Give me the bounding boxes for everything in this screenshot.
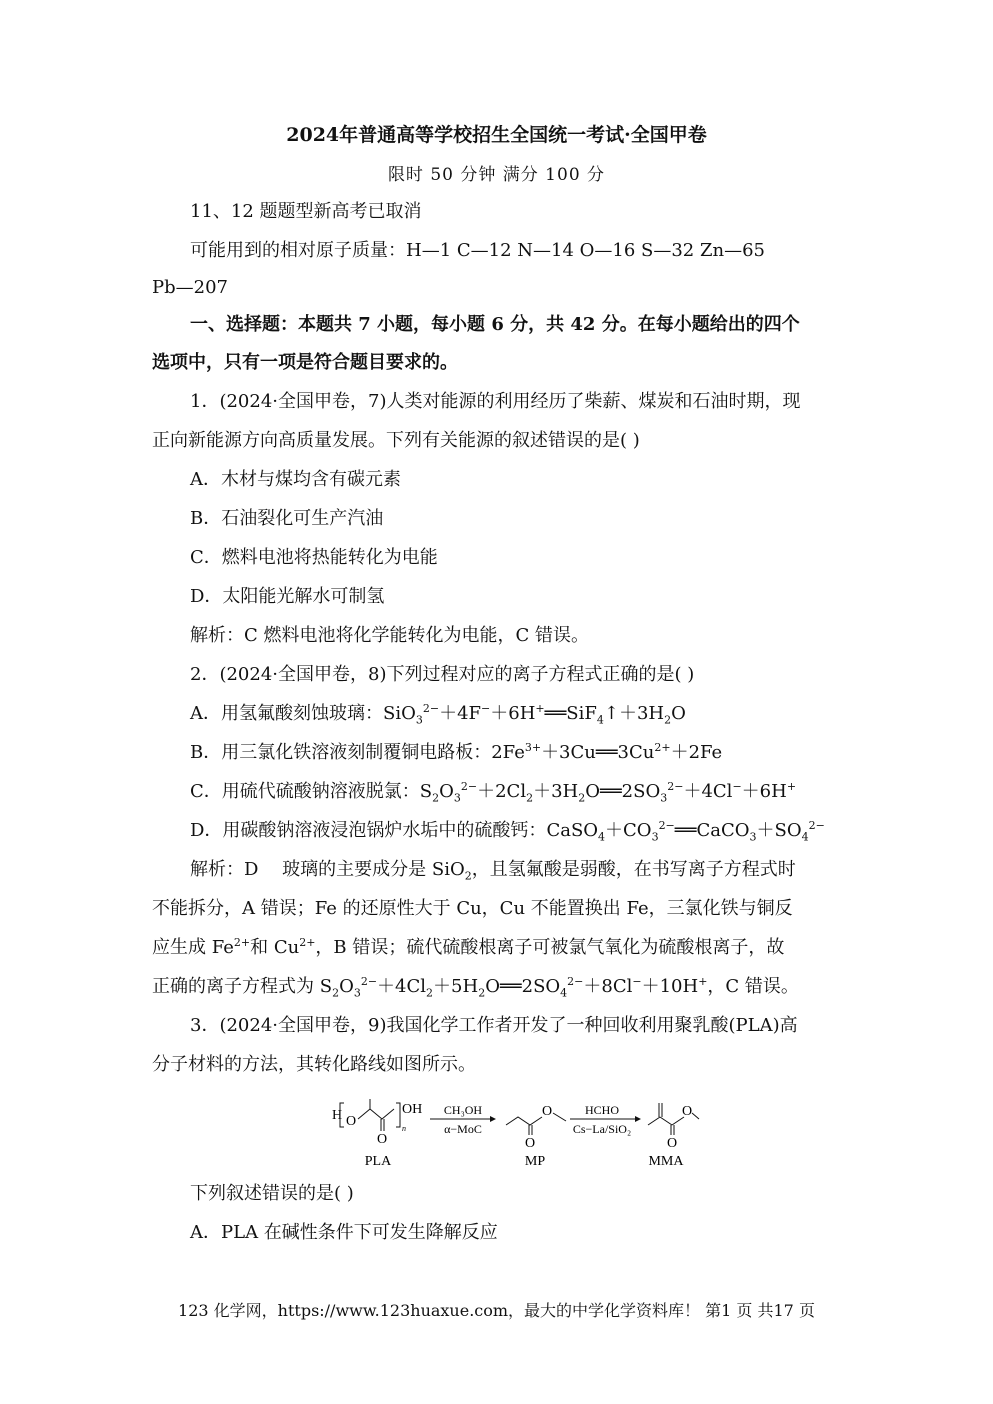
mma-carbonyl-o: O xyxy=(667,1136,678,1151)
mp-ester-o: O xyxy=(542,1104,553,1119)
q2-option-a-label: A．用氢氟酸刻蚀玻璃： xyxy=(190,703,383,724)
mma-bond-1 xyxy=(648,1117,660,1125)
q2-analysis-label: 解析：D xyxy=(190,859,259,880)
reagent-2-top: HCHO xyxy=(584,1103,620,1117)
label-pla: PLA xyxy=(364,1154,392,1169)
pla-h-atom: H xyxy=(332,1108,343,1123)
mma-bond-2 xyxy=(660,1117,672,1125)
q1-stem-line-1: 1．(2024·全国甲卷，7)人类对能源的利用经历了柴薪、煤炭和石油时期，现 xyxy=(190,391,801,412)
q2-option-c: C．用硫代硫酸钠溶液脱氯：$S_2O_3^{2-}+2Cl_2+3H_2O══2SO_3^{2-}+4Cl^-+6H^+$ xyxy=(190,780,797,805)
reagent-1-bottom: α−MoC xyxy=(444,1122,482,1136)
q1-option-b: B．石油裂化可生产汽油 xyxy=(190,508,384,529)
note-line: 11、12 题题型新高考已取消 xyxy=(190,201,422,222)
atomic-mass-line-1: 可能用到的相对原子质量：H—1 C—12 N—14 O—16 S—32 Zn—65 xyxy=(190,240,765,261)
reagent-2-bottom: Cs−La/SiO₂ xyxy=(572,1122,632,1136)
q2-option-d: D．用碳酸钠溶液浸泡锅炉水垢中的硫酸钙：$CaSO_4+CO_3^{2-}══CaCO_3+SO_4^{2-}$ xyxy=(190,819,825,844)
mma-methyl-bond xyxy=(692,1113,699,1119)
q3-stem-line-1: 3．(2024·全国甲卷，9)我国化学工作者开发了一种回收利用聚乳酸(PLA)高 xyxy=(190,1015,798,1036)
q2-analysis-line-3: 应生成 $Fe^{2+}$和 $Cu^{2+}$，B 错误；硫代硫酸根离子可被氯气氧化为硫酸根离子，故 xyxy=(152,936,785,958)
q1-analysis: 解析：C 燃料电池将化学能转化为电能，C 错误。 xyxy=(190,625,589,646)
label-mp: MP xyxy=(524,1154,546,1169)
q1-option-c: C．燃料电池将热能转化为电能 xyxy=(190,547,438,568)
pla-bracket-right xyxy=(396,1103,400,1127)
label-mma: MMA xyxy=(648,1154,684,1169)
q2-analysis-line-2: 不能拆分，A 错误；Fe 的还原性大于 Cu，Cu 不能置换出 Fe，三氯化铁与铜反 xyxy=(152,898,793,919)
q2-option-c-label: C．用硫代硫酸钠溶液脱氯： xyxy=(190,781,420,802)
pla-o-atom: O xyxy=(346,1114,357,1129)
page-footer: 123 化学网，https://www.123huaxue.com，最大的中学化学资料库！ 第1 页 共17 页 xyxy=(178,1301,815,1320)
arrow-1-head xyxy=(490,1116,496,1122)
mp-carbonyl-o: O xyxy=(525,1136,536,1151)
q2-analysis-line-1: 解析：D 玻璃的主要成分是 SiO$_2$，且氢氟酸是弱酸，在书写离子方程式时 xyxy=(190,859,796,883)
atomic-mass-line-2: Pb—207 xyxy=(152,277,228,298)
exam-subtitle: 限时 50 分钟 满分 100 分 xyxy=(387,165,606,185)
pla-chain-bonds xyxy=(358,1109,394,1119)
pla-n-subscript: n xyxy=(402,1124,406,1133)
mp-methyl-bond xyxy=(553,1113,566,1121)
q2-option-d-label: D．用碳酸钠溶液浸泡锅炉水垢中的硫酸钙： xyxy=(190,820,547,841)
q2-option-b-label: B．用三氯化铁溶液刻制覆铜电路板： xyxy=(190,742,492,763)
exam-title: 2024年普通高等学校招生全国统一考试·全国甲卷 xyxy=(286,124,707,146)
section-heading-line-2: 选项中，只有一项是符合题目要求的。 xyxy=(152,352,458,373)
mma-ester-o: O xyxy=(682,1104,693,1119)
section-heading-line-1: 一、选择题：本题共 7 小题，每小题 6 分，共 42 分。在每小题给出的四个 xyxy=(190,314,800,335)
mp-chain-bonds xyxy=(506,1117,542,1125)
reaction-scheme xyxy=(330,1097,700,1169)
q3-ask: 下列叙述错误的是( ) xyxy=(190,1183,354,1204)
reagent-1-top: CH₃OH xyxy=(443,1103,483,1117)
q2-stem: 2．(2024·全国甲卷，8)下列过程对应的离子方程式正确的是( ) xyxy=(190,664,695,685)
q1-stem-line-2: 正向新能源方向高质量发展。下列有关能源的叙述错误的是( ) xyxy=(152,430,640,451)
q2-option-b: B．用三氯化铁溶液刻制覆铜电路板：$2Fe^{3+}+3Cu══3Cu^{2+}+2Fe$ xyxy=(190,741,723,763)
q2-option-a: A．用氢氟酸刻蚀玻璃：$SiO_3^{2-}+4F^-+6H^+══SiF_4↑+3H_2O$ xyxy=(190,702,686,727)
q3-option-a: A．PLA 在碱性条件下可发生降解反应 xyxy=(190,1222,498,1243)
pla-oh-group: OH xyxy=(402,1102,423,1117)
q3-stem-line-2: 分子材料的方法，其转化路线如图所示。 xyxy=(152,1054,476,1075)
q1-option-a: A．木材与煤均含有碳元素 xyxy=(190,469,401,490)
pla-carbonyl-o: O xyxy=(377,1132,388,1147)
q2-analysis-line-4: 正确的离子方程式为 $S_2O_3^{2-}+4Cl_2+5H_2O══2SO_4^{2-}+8Cl^-+10H^+$，C 错误。 xyxy=(152,975,799,1000)
q1-option-d: D．太阳能光解水可制氢 xyxy=(190,586,385,607)
arrow-2-head xyxy=(635,1116,641,1122)
